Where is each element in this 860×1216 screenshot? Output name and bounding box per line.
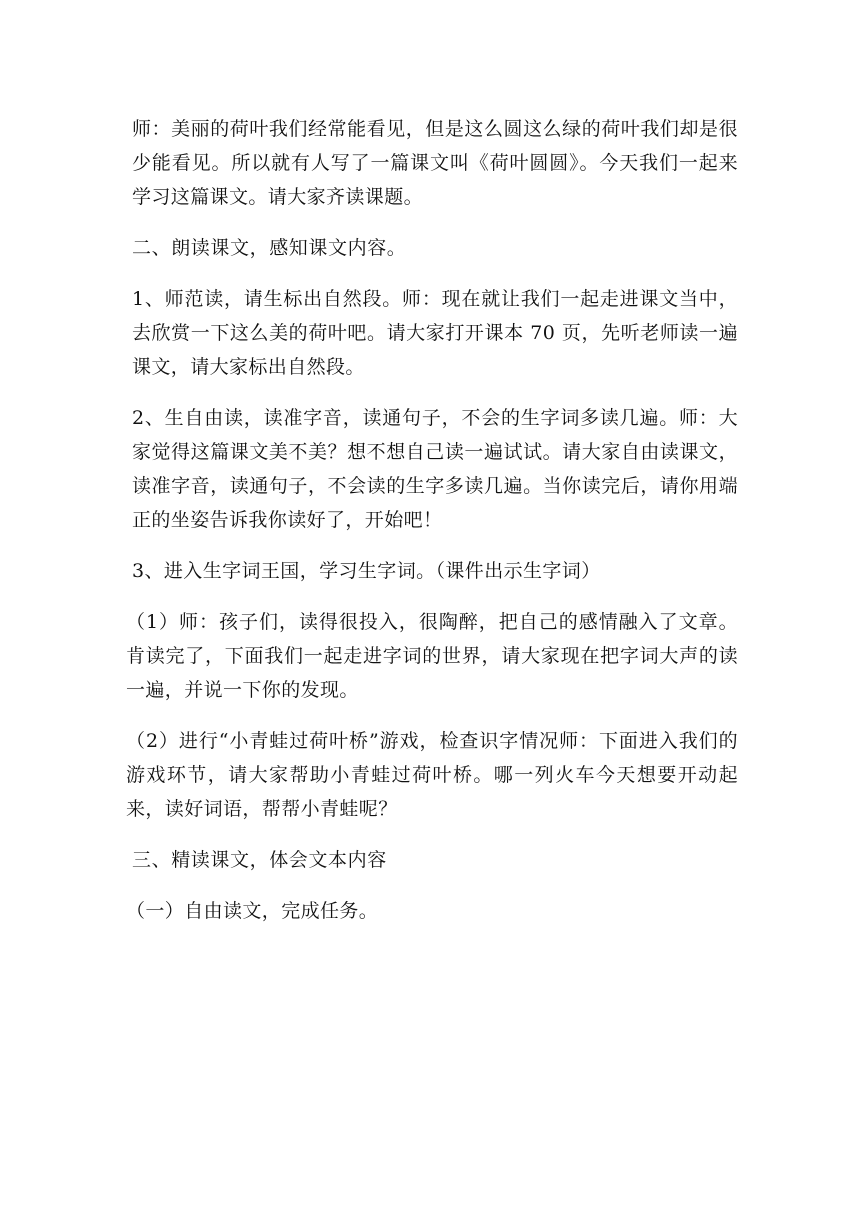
paragraph-sub-1: （1）师：孩子们，读得很投入，很陶醉，把自己的感情融入了文章。肯读完了，下面我们一起走进字词的世界，请大家现在把字词大声的读一遍，并说一下你的发现。 <box>126 611 738 701</box>
section-heading-reading: 二、朗读课文，感知课文内容。 <box>132 237 407 259</box>
paragraph-step-1: 1、师范读，请生标出自然段。师：现在就让我们一起走进课文当中，去欣赏一下这么美的荷叶吧。请大家打开课本 70 页，先听老师读一遍课文，请大家标出自然段。 <box>132 288 738 378</box>
section-heading-intensive-reading: 三、精读课文，体会文本内容 <box>132 849 387 871</box>
paragraph-sub-2: （2）进行“小青蛙过荷叶桥”游戏，检查识字情况师：下面进入我们的游戏环节，请大家帮助小青蛙过荷叶桥。哪一列火车今天想要开动起来，读好词语，帮帮小青蛙呢？ <box>126 730 738 820</box>
paragraph-step-2: 2、生自由读，读准字音，读通句子，不会的生字词多读几遍。师：大家觉得这篇课文美不美？想不想自己读一遍试试。请大家自由读课文，读准字音，读通句子，不会读的生字多读几遍。当你读完后，请你用端正的坐姿告诉我你读好了，开始吧！ <box>132 407 738 531</box>
paragraph-step-3: 3、进入生字词王国，学习生字词。（课件出示生字词） <box>132 560 601 582</box>
paragraph-teacher-intro: 师：美丽的荷叶我们经常能看见，但是这么圆这么绿的荷叶我们却是很少能看见。所以就有人写了一篇课文叫《荷叶圆圆》。今天我们一起来学习这篇课文。请大家齐读课题。 <box>132 118 738 208</box>
paragraph-sub-task: （一）自由读文，完成任务。 <box>126 900 379 922</box>
